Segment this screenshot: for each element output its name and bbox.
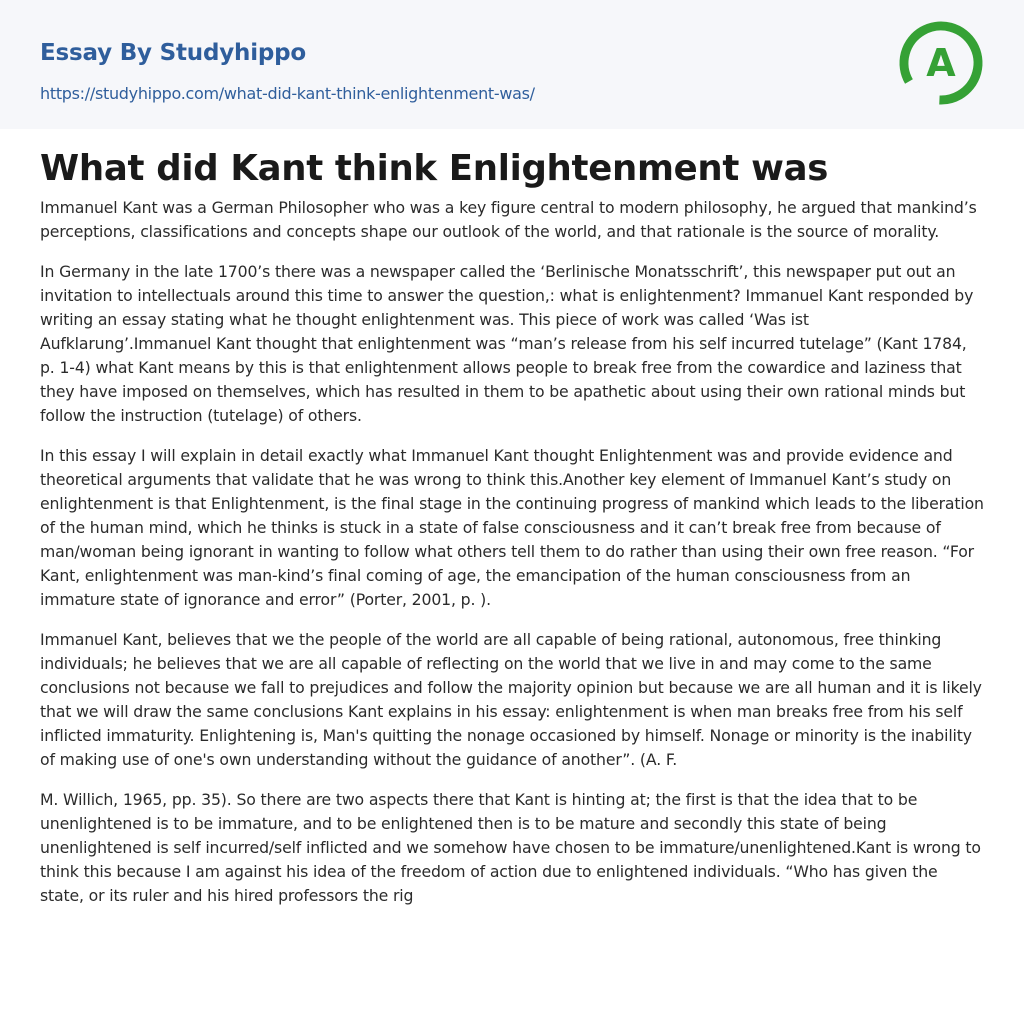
logo-letter: A bbox=[926, 41, 956, 85]
essay-content bbox=[0, 129, 1024, 908]
essay-title: What did Kant think Enlightenment was bbox=[40, 148, 829, 189]
essay-paragraph: M. Willich, 1965, pp. 35). So there are two aspects there that Kant is hinting at; the first is that the idea that to be unenlightened is to be immature, and to be enlightened then is to be mature and secondly this state of being unenlightened is self incurred/self inflicted and we somehow have chosen to be immature/unenlightened.Kant is wrong to think this because I am against his idea of the freedom of action due to enlightened individuals. “Who has given the state, or its ruler and his hired professors the rig bbox=[40, 790, 981, 905]
essay-paragraph: Immanuel Kant was a German Philosopher who was a key figure central to modern philosophy, he argued that mankind’s perceptions, classifications and concepts shape our outlook of the world, and that rationale is the source of morality. bbox=[40, 198, 977, 241]
studyhippo-logo bbox=[898, 20, 984, 106]
site-header bbox=[0, 0, 1024, 129]
essay-paragraph: In this essay I will explain in detail exactly what Immanuel Kant thought Enlightenment was and provide evidence and theoretical arguments that validate that he was wrong to think this.Another key element of Immanuel Kant’s study on enlightenment is that Enlightenment, is the final stage in the continuing progress of mankind which leads to the liberation of the human mind, which he thinks is stuck in a state of false consciousness and it can’t break free from because of man/woman being ignorant in wanting to follow what others tell them to do rather than using their own free reason. “For Kant, enlightenment was man-kind’s final coming of age, the emancipation of the human consciousness from an immature state of ignorance and error” (Porter, 2001, p. ). bbox=[40, 446, 984, 609]
essay-url-link[interactable]: https://studyhippo.com/what-did-kant-think-enlightenment-was/ bbox=[40, 84, 535, 103]
essay-paragraph: Immanuel Kant, believes that we the people of the world are all capable of being rational, autonomous, free thinking individuals; he believes that we are all capable of reflecting on the world that we live in and may come to the same conclusions not because we fall to prejudices and follow the majority opinion but because we are all human and it is likely that we will draw the same conclusions Kant explains in his essay: enlightenment is when man breaks free from his self inflicted immaturity. Enlightening is, Man's quitting the nonage occasioned by himself. Nonage or minority is the inability of making use of one's own understanding without the guidance of another”. (A. F. bbox=[40, 630, 982, 769]
essay-paragraph: In Germany in the late 1700’s there was a newspaper called the ‘Berlinische Monatsschrift’, this newspaper put out an invitation to intellectuals around this time to answer the question,: what is enlightenment? Immanuel Kant responded by writing an essay stating what he thought enlightenment was. This piece of work was called ‘Was ist Aufklarung’.Immanuel Kant thought that enlightenment was “man’s release from his self incurred tutelage” (Kant 1784, p. 1-4) what Kant means by this is that enlightenment allows people to break free from the cowardice and laziness that they have imposed on themselves, which has resulted in them to be apathetic about using their own rational minds but follow the instruction (tutelage) of others. bbox=[40, 262, 974, 425]
site-brand-link[interactable]: Essay By Studyhippo bbox=[40, 40, 307, 66]
